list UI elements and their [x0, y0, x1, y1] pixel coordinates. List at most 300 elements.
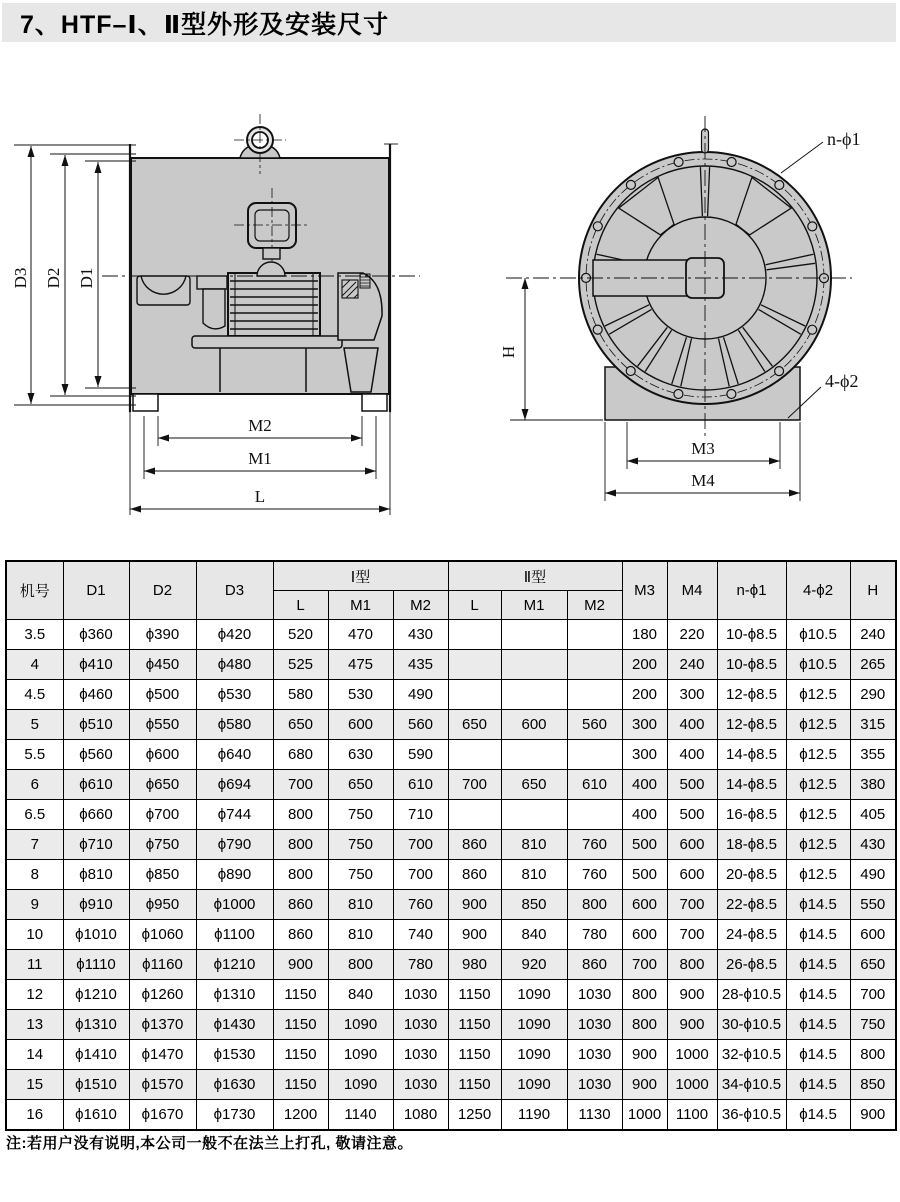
table-cell [567, 650, 622, 680]
table-cell: ϕ1670 [129, 1100, 196, 1131]
table-cell: ϕ790 [196, 830, 273, 860]
bolt-hole [775, 367, 784, 376]
footnote: 注:若用户没有说明,本公司一般不在法兰上打孔, 敬请注意。 [6, 1135, 414, 1152]
table-cell: 14 [6, 1040, 63, 1070]
table-cell [567, 620, 622, 650]
table-cell: 1090 [501, 980, 567, 1010]
table-cell: ϕ1470 [129, 1040, 196, 1070]
table-cell: 400 [667, 710, 717, 740]
table-cell: 1200 [273, 1100, 328, 1131]
table-cell: 1000 [667, 1070, 717, 1100]
table-cell [567, 680, 622, 710]
table-cell: ϕ12.5 [786, 830, 850, 860]
table-cell: 600 [622, 920, 667, 950]
table-cell: ϕ500 [129, 680, 196, 710]
table-cell: 1100 [667, 1100, 717, 1131]
table-cell: 900 [667, 980, 717, 1010]
table-cell: 600 [850, 920, 896, 950]
table-cell: ϕ640 [196, 740, 273, 770]
table-cell: 13 [6, 1010, 63, 1040]
table-cell: 800 [273, 800, 328, 830]
table-cell: 10 [6, 920, 63, 950]
table-cell: 300 [622, 710, 667, 740]
sub-header-m1a: M1 [328, 591, 393, 620]
table-cell: 860 [273, 920, 328, 950]
col-group-type1: Ⅰ型 [273, 561, 448, 591]
table-cell: 700 [850, 980, 896, 1010]
table-cell: 525 [273, 650, 328, 680]
table-cell: ϕ850 [129, 860, 196, 890]
dim-label-m1: M1 [248, 449, 272, 468]
table-cell: ϕ600 [129, 740, 196, 770]
col-group-type2: Ⅱ型 [448, 561, 622, 591]
table-cell: 840 [501, 920, 567, 950]
table-cell: 1090 [501, 1010, 567, 1040]
table-cell: ϕ1160 [129, 950, 196, 980]
table-cell: 800 [273, 860, 328, 890]
table-cell: 750 [328, 860, 393, 890]
table-cell: 34-ϕ10.5 [717, 1070, 786, 1100]
table-cell: 600 [328, 710, 393, 740]
table-cell: 1000 [667, 1040, 717, 1070]
table-cell: ϕ1010 [63, 920, 129, 950]
table-cell: ϕ950 [129, 890, 196, 920]
table-cell: 800 [273, 830, 328, 860]
table-cell [448, 680, 501, 710]
table-row [6, 830, 896, 860]
table-cell: 760 [567, 860, 622, 890]
table-cell: ϕ1410 [63, 1040, 129, 1070]
table-cell: 600 [501, 710, 567, 740]
table-body [6, 620, 896, 1131]
table-cell: 1130 [567, 1100, 622, 1131]
table-cell: ϕ710 [63, 830, 129, 860]
table-cell: ϕ744 [196, 800, 273, 830]
table-cell: 530 [328, 680, 393, 710]
table-cell: ϕ14.5 [786, 980, 850, 1010]
table-cell: ϕ610 [63, 770, 129, 800]
table-cell: 405 [850, 800, 896, 830]
table-cell: ϕ12.5 [786, 800, 850, 830]
table-cell: ϕ10.5 [786, 620, 850, 650]
table-cell: 8 [6, 860, 63, 890]
table-cell: 1090 [328, 1040, 393, 1070]
table-cell: ϕ1260 [129, 980, 196, 1010]
table-cell: 10-ϕ8.5 [717, 620, 786, 650]
table-row [6, 800, 896, 830]
bolt-hole [727, 158, 736, 167]
table-cell: 6 [6, 770, 63, 800]
table-cell: ϕ1630 [196, 1070, 273, 1100]
table-cell: 980 [448, 950, 501, 980]
table-row [6, 890, 896, 920]
table-cell: ϕ694 [196, 770, 273, 800]
table-cell: 1150 [448, 1010, 501, 1040]
table-cell: 180 [622, 620, 667, 650]
mounting-foot-right [362, 394, 387, 411]
table-cell: 590 [393, 740, 448, 770]
bolt-hole [626, 180, 635, 189]
table-cell: 700 [393, 830, 448, 860]
table-cell: ϕ12.5 [786, 770, 850, 800]
table-cell: ϕ1110 [63, 950, 129, 980]
table-cell: 300 [667, 680, 717, 710]
dim-label-m4: M4 [691, 471, 715, 490]
table-cell: ϕ700 [129, 800, 196, 830]
dim-label-d1: D1 [77, 267, 96, 289]
table-cell: 600 [667, 860, 717, 890]
table-cell: 800 [667, 950, 717, 980]
table-cell: 700 [667, 890, 717, 920]
page-title: 7、HTF–Ⅰ、Ⅱ型外形及安装尺寸 [20, 10, 390, 39]
table-cell: 750 [328, 800, 393, 830]
table-cell: 650 [850, 950, 896, 980]
table-cell: 26-ϕ8.5 [717, 950, 786, 980]
table-cell: 500 [667, 770, 717, 800]
table-cell [567, 740, 622, 770]
table-cell: 500 [622, 860, 667, 890]
table-cell: 860 [448, 860, 501, 890]
table-cell: 28-ϕ10.5 [717, 980, 786, 1010]
table-cell: 430 [850, 830, 896, 860]
table-cell: ϕ1530 [196, 1040, 273, 1070]
table-cell: 650 [328, 770, 393, 800]
table-cell [567, 800, 622, 830]
table-cell: 800 [622, 980, 667, 1010]
table-cell: 32-ϕ10.5 [717, 1040, 786, 1070]
table-cell: ϕ12.5 [786, 740, 850, 770]
table-cell: ϕ560 [63, 740, 129, 770]
table-cell: ϕ660 [63, 800, 129, 830]
table-cell: 700 [622, 950, 667, 980]
table-cell: ϕ1370 [129, 1010, 196, 1040]
table-cell: ϕ480 [196, 650, 273, 680]
table-cell: ϕ1610 [63, 1100, 129, 1131]
table-cell: 860 [448, 830, 501, 860]
bolt-hole [593, 325, 602, 334]
table-cell: ϕ890 [196, 860, 273, 890]
table-cell: 4.5 [6, 680, 63, 710]
table-cell: 1090 [328, 1070, 393, 1100]
table-cell: 740 [393, 920, 448, 950]
table-cell: ϕ12.5 [786, 860, 850, 890]
table-row [6, 920, 896, 950]
table-cell [448, 650, 501, 680]
table-cell: 810 [501, 860, 567, 890]
dim-label-h: H [499, 345, 518, 359]
table-row [6, 1040, 896, 1070]
table-cell: ϕ10.5 [786, 650, 850, 680]
table-row [6, 1100, 896, 1131]
sub-header-l1: L [273, 591, 328, 620]
table-cell: 200 [622, 650, 667, 680]
table-cell: 7 [6, 830, 63, 860]
table-cell: 240 [850, 620, 896, 650]
dimensions-table [5, 560, 897, 1131]
table-cell: ϕ460 [63, 680, 129, 710]
table-cell: 475 [328, 650, 393, 680]
table-cell: ϕ580 [196, 710, 273, 740]
table-cell: 430 [393, 620, 448, 650]
table-cell: 265 [850, 650, 896, 680]
table-cell: 900 [448, 890, 501, 920]
table-cell: 1150 [273, 1010, 328, 1040]
table-cell: 1150 [448, 980, 501, 1010]
table-cell: 760 [567, 830, 622, 860]
table-cell: ϕ1430 [196, 1010, 273, 1040]
table-cell: 750 [850, 1010, 896, 1040]
table-cell: 355 [850, 740, 896, 770]
table-cell [501, 800, 567, 830]
bolt-hole [775, 181, 784, 190]
table-cell: 400 [667, 740, 717, 770]
table-cell: 850 [850, 1070, 896, 1100]
table-cell: ϕ14.5 [786, 1010, 850, 1040]
mounting-foot-left [133, 394, 158, 411]
table-cell: ϕ1060 [129, 920, 196, 950]
table-cell: 315 [850, 710, 896, 740]
table-row [6, 710, 896, 740]
table-cell: ϕ1730 [196, 1100, 273, 1131]
table-cell: 4 [6, 650, 63, 680]
table-cell: 800 [850, 1040, 896, 1070]
table-cell: ϕ810 [63, 860, 129, 890]
table-cell: 900 [622, 1070, 667, 1100]
side-view-drawing [0, 100, 450, 545]
label-base-holes: 4-ϕ2 [825, 371, 859, 391]
table-cell: 36-ϕ10.5 [717, 1100, 786, 1131]
bolt-hole [593, 222, 602, 231]
table-cell: 12-ϕ8.5 [717, 680, 786, 710]
sub-header-m2b: M2 [567, 591, 622, 620]
table-cell: 700 [448, 770, 501, 800]
table-cell: 400 [622, 770, 667, 800]
table-cell: ϕ530 [196, 680, 273, 710]
table-cell: 610 [393, 770, 448, 800]
table-cell: 630 [328, 740, 393, 770]
table-cell: 1030 [567, 1070, 622, 1100]
table-cell: 380 [850, 770, 896, 800]
table-cell: 16-ϕ8.5 [717, 800, 786, 830]
table-cell: 18-ϕ8.5 [717, 830, 786, 860]
dim-label-m3: M3 [691, 439, 715, 458]
table-cell: ϕ550 [129, 710, 196, 740]
table-row [6, 770, 896, 800]
table-cell: 900 [622, 1040, 667, 1070]
table-cell: 1090 [328, 1010, 393, 1040]
col-header-h: H [850, 561, 896, 620]
table-cell: 220 [667, 620, 717, 650]
table-cell: 490 [393, 680, 448, 710]
dim-label-m2: M2 [248, 416, 272, 435]
table-cell: 900 [667, 1010, 717, 1040]
table-cell: 860 [273, 890, 328, 920]
table-cell: 12 [6, 980, 63, 1010]
table-cell: ϕ1210 [63, 980, 129, 1010]
table-cell [501, 650, 567, 680]
table-cell: 650 [501, 770, 567, 800]
table-cell: ϕ410 [63, 650, 129, 680]
col-header-d3: D3 [196, 561, 273, 620]
sub-header-m2a: M2 [393, 591, 448, 620]
table-cell [501, 740, 567, 770]
sub-header-l2: L [448, 591, 501, 620]
table-cell: ϕ12.5 [786, 680, 850, 710]
dim-label-d3: D3 [11, 267, 30, 289]
table-cell: 1150 [448, 1040, 501, 1070]
table-cell: 1030 [567, 1040, 622, 1070]
table-cell: ϕ14.5 [786, 1070, 850, 1100]
sub-header-m1b: M1 [501, 591, 567, 620]
col-header-4-phi2: 4-ϕ2 [786, 561, 850, 620]
table-row [6, 620, 896, 650]
col-header-m3: M3 [622, 561, 667, 620]
col-header-d2: D2 [129, 561, 196, 620]
table-row [6, 1010, 896, 1040]
table-cell: ϕ1570 [129, 1070, 196, 1100]
table-cell: 24-ϕ8.5 [717, 920, 786, 950]
table-cell: 3.5 [6, 620, 63, 650]
table-cell: 1150 [448, 1070, 501, 1100]
table-cell: 290 [850, 680, 896, 710]
table-cell: 14-ϕ8.5 [717, 740, 786, 770]
table-cell: 490 [850, 860, 896, 890]
table-row [6, 680, 896, 710]
table-cell: 1190 [501, 1100, 567, 1131]
table-cell: 1140 [328, 1100, 393, 1131]
col-header-m4: M4 [667, 561, 717, 620]
table-cell: 750 [328, 830, 393, 860]
table-cell: ϕ1310 [196, 980, 273, 1010]
table-cell: 560 [393, 710, 448, 740]
table-cell: 840 [328, 980, 393, 1010]
table-cell: 1080 [393, 1100, 448, 1131]
table-cell: 470 [328, 620, 393, 650]
table-cell: 1000 [622, 1100, 667, 1131]
table-cell: 11 [6, 950, 63, 980]
label-flange-holes: n-ϕ1 [827, 129, 861, 149]
table-cell: 14-ϕ8.5 [717, 770, 786, 800]
table-cell: ϕ510 [63, 710, 129, 740]
table-cell: 20-ϕ8.5 [717, 860, 786, 890]
table-cell: 1150 [273, 1040, 328, 1070]
table-cell: ϕ390 [129, 620, 196, 650]
table-cell: ϕ14.5 [786, 1100, 850, 1131]
table-cell: ϕ14.5 [786, 920, 850, 950]
table-cell: ϕ650 [129, 770, 196, 800]
table-cell: 700 [667, 920, 717, 950]
table-cell: 680 [273, 740, 328, 770]
table-cell: 810 [328, 920, 393, 950]
bolt-hole [727, 390, 736, 399]
table-cell: 700 [273, 770, 328, 800]
dim-label-l: L [254, 487, 266, 506]
table-cell: ϕ1000 [196, 890, 273, 920]
table-cell: 435 [393, 650, 448, 680]
table-cell: 780 [567, 920, 622, 950]
table-cell [448, 740, 501, 770]
table-cell: 6.5 [6, 800, 63, 830]
bolt-hole [626, 367, 635, 376]
table-cell: 1250 [448, 1100, 501, 1131]
table-cell: 1150 [273, 1070, 328, 1100]
bolt-hole [674, 390, 683, 399]
table-row [6, 950, 896, 980]
table-cell: ϕ750 [129, 830, 196, 860]
table-cell: 900 [448, 920, 501, 950]
table-cell: 810 [328, 890, 393, 920]
table-cell: 580 [273, 680, 328, 710]
table-row [6, 1070, 896, 1100]
table-cell: 240 [667, 650, 717, 680]
table-cell: ϕ1100 [196, 920, 273, 950]
table-cell: 900 [850, 1100, 896, 1131]
table-cell: 10-ϕ8.5 [717, 650, 786, 680]
table-row [6, 740, 896, 770]
table-cell: 500 [667, 800, 717, 830]
table-cell [501, 680, 567, 710]
table-cell: 5.5 [6, 740, 63, 770]
table-cell: 200 [622, 680, 667, 710]
table-cell: ϕ450 [129, 650, 196, 680]
table-cell: 560 [567, 710, 622, 740]
table-cell: 12-ϕ8.5 [717, 710, 786, 740]
table-cell: 800 [622, 1010, 667, 1040]
table-cell: 300 [622, 740, 667, 770]
table-cell: 610 [567, 770, 622, 800]
table-cell: ϕ12.5 [786, 710, 850, 740]
table-row [6, 980, 896, 1010]
table-cell [448, 800, 501, 830]
table-cell: 650 [273, 710, 328, 740]
table-cell: ϕ420 [196, 620, 273, 650]
table-row [6, 650, 896, 680]
table-cell: 22-ϕ8.5 [717, 890, 786, 920]
table-cell: 1090 [501, 1070, 567, 1100]
table-cell: 900 [273, 950, 328, 980]
dim-label-d2: D2 [44, 267, 63, 289]
bolt-hole [808, 325, 817, 334]
table-cell: 920 [501, 950, 567, 980]
table-cell: 1030 [567, 980, 622, 1010]
table-cell: ϕ910 [63, 890, 129, 920]
table-cell: 850 [501, 890, 567, 920]
page-title-bar [2, 3, 896, 42]
table-cell: ϕ1510 [63, 1070, 129, 1100]
table-cell: 800 [328, 950, 393, 980]
table-cell: ϕ14.5 [786, 950, 850, 980]
table-cell: ϕ14.5 [786, 890, 850, 920]
table-cell: 1030 [393, 980, 448, 1010]
table-cell: 700 [393, 860, 448, 890]
table-cell: 520 [273, 620, 328, 650]
table-cell: 1030 [567, 1010, 622, 1040]
table-cell: 1030 [393, 1040, 448, 1070]
table-row [6, 860, 896, 890]
table-cell: 5 [6, 710, 63, 740]
table-cell: 810 [501, 830, 567, 860]
table-cell: 9 [6, 890, 63, 920]
bolt-hole [808, 222, 817, 231]
table-cell: 1090 [501, 1040, 567, 1070]
table-cell: 30-ϕ10.5 [717, 1010, 786, 1040]
table-cell: 780 [393, 950, 448, 980]
table-cell: 500 [622, 830, 667, 860]
table-cell: 400 [622, 800, 667, 830]
table-cell: ϕ360 [63, 620, 129, 650]
col-header-d1: D1 [63, 561, 129, 620]
table-cell: 650 [448, 710, 501, 740]
